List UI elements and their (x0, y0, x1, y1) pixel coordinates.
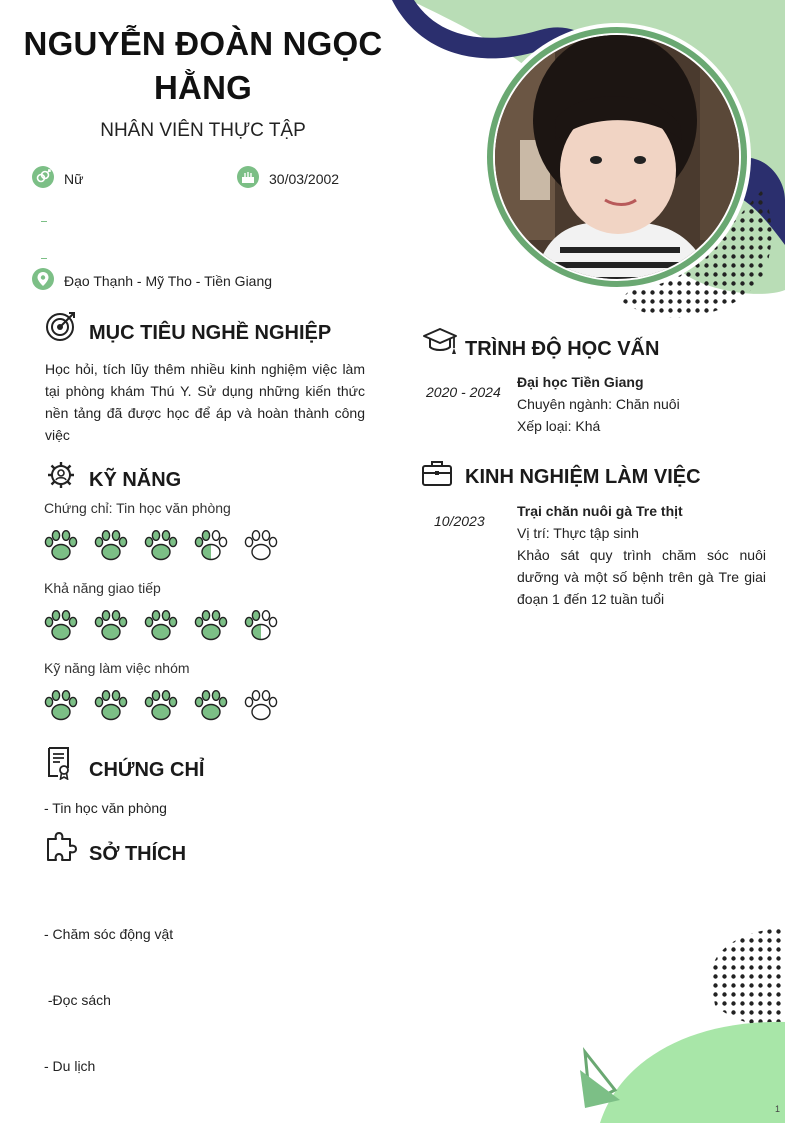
paw-icon (93, 687, 129, 723)
education-period: 2020 - 2024 (426, 384, 501, 400)
paw-icon (143, 687, 179, 723)
paw-icon (193, 687, 229, 723)
paw-icon (93, 607, 129, 643)
education-title: TRÌNH ĐỘ HỌC VẤN (465, 338, 660, 360)
skill-label: Kỹ năng làm việc nhóm (44, 660, 190, 676)
briefcase-icon (421, 459, 453, 487)
certificates-title: CHỨNG CHỈ (89, 759, 205, 781)
education-school: Đại học Tiền Giang (517, 374, 644, 390)
skill-rating (43, 527, 279, 563)
skill-rating (43, 687, 279, 723)
certificate-item: - Tin học văn phòng (44, 800, 167, 816)
gear-icon (46, 460, 76, 490)
experience-title: KINH NGHIỆM LÀM VIỆC (465, 466, 701, 488)
skills-title: KỸ NĂNG (89, 469, 182, 491)
paw-icon (243, 607, 279, 643)
divider-mark (41, 258, 47, 259)
objective-line: Học hỏi, tích lũy thêm nhiều kinh nghiệm việc làm (45, 361, 365, 377)
experience-period: 10/2023 (434, 513, 485, 529)
candidate-name: NGUYỄN ĐOÀN NGỌC HẰNG (23, 25, 383, 106)
experience-company: Trại chăn nuôi gà Tre thịt (517, 503, 683, 519)
address-value: Đạo Thạnh - Mỹ Tho - Tiền Giang (64, 273, 273, 289)
green-blob-bottom (600, 1022, 785, 1123)
objective-line: nền tảng đã được học để áp và hoàn thành công (45, 405, 365, 421)
experience-position: Vị trí: Thực tập sinh (517, 525, 639, 541)
objective-title: MỤC TIÊU NGHỀ NGHIỆP (89, 322, 332, 344)
gender-value: Nữ (64, 171, 84, 187)
hobbies-list (44, 879, 173, 1121)
paw-icon (93, 527, 129, 563)
paw-icon (43, 607, 79, 643)
gender-icon (32, 166, 54, 188)
certificate-icon (46, 746, 74, 780)
dot-pattern-bottom (710, 928, 785, 1030)
paw-icon (143, 607, 179, 643)
paw-icon (243, 687, 279, 723)
experience-line: Khảo sát quy trình chăm sóc nuôi (517, 547, 766, 563)
hobby-item: - Du lịch (44, 1058, 96, 1074)
hobby-item: - Chăm sóc động vật (44, 926, 174, 942)
objective-line: tại phòng khám Thú Y. Sử dụng những kiến thức (45, 383, 365, 399)
paw-icon (43, 527, 79, 563)
hobbies-title: SỞ THÍCH (89, 843, 187, 865)
paw-icon (243, 527, 279, 563)
job-title: NHÂN VIÊN THỰC TẬP (100, 120, 306, 141)
birthday-value: 30/03/2002 (269, 171, 340, 187)
education-grade: Xếp loại: Khá (517, 418, 601, 434)
paw-icon (143, 527, 179, 563)
paw-icon (193, 527, 229, 563)
skill-rating (43, 607, 279, 643)
experience-description (517, 544, 766, 610)
objective-text (45, 358, 365, 446)
paw-icon (193, 607, 229, 643)
cake-icon (237, 166, 259, 188)
skill-label: Chứng chỉ: Tin học văn phòng (44, 500, 231, 516)
page-number: 1 (775, 1104, 781, 1114)
objective-line: việc (45, 427, 70, 443)
puzzle-icon (45, 831, 77, 863)
graduation-cap-icon (422, 326, 458, 360)
divider-mark (41, 221, 47, 222)
education-major: Chuyên ngành: Chăn nuôi (517, 396, 680, 412)
experience-line: đoạn 1 đến 12 tuần tuổi (517, 591, 665, 607)
paw-icon (43, 687, 79, 723)
hobby-item: -Đọc sách (44, 992, 111, 1008)
location-pin-icon (32, 268, 54, 290)
target-icon (45, 310, 77, 342)
experience-line: dưỡng và một số bệnh trên gà Tre giai (517, 569, 766, 585)
skill-label: Khả năng giao tiếp (44, 580, 161, 596)
